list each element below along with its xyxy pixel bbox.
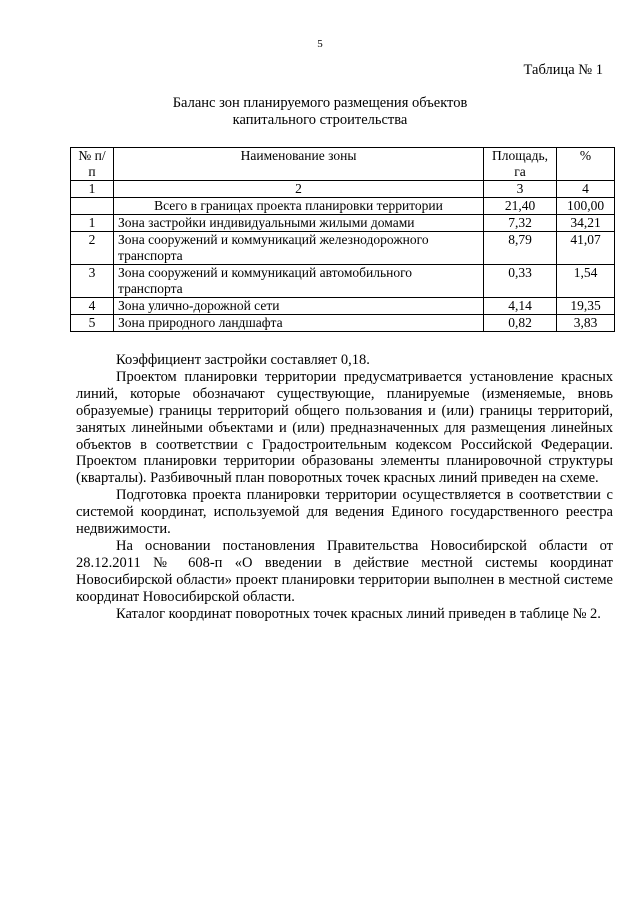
numbering-cell: 4 xyxy=(557,181,615,198)
row-num: 2 xyxy=(71,232,114,265)
row-pct: 3,83 xyxy=(557,315,615,332)
row-pct: 34,21 xyxy=(557,215,615,232)
table-title-line-1: Баланс зон планируемого размещения объектов xyxy=(172,95,468,111)
table-row xyxy=(71,198,615,215)
table-title-line-2: капитального строительства xyxy=(232,112,408,128)
table-header-row xyxy=(71,148,615,181)
table-title xyxy=(0,95,640,129)
row-area: 4,14 xyxy=(484,298,557,315)
row-name: Зона сооружений и коммуникаций железнодорожного транспорта xyxy=(114,232,484,265)
row-num: 3 xyxy=(71,265,114,298)
paragraph-catalog: Каталог координат поворотных точек красных линий приведен в таблице № 2. xyxy=(116,605,601,622)
row-area: 8,79 xyxy=(484,232,557,265)
row-name: Всего в границах проекта планировки территории xyxy=(114,198,484,215)
numbering-cell: 2 xyxy=(114,181,484,198)
row-area: 7,32 xyxy=(484,215,557,232)
page-number: 5 xyxy=(317,38,323,50)
table-row xyxy=(71,215,615,232)
table-row xyxy=(71,298,615,315)
header-num: № п/п xyxy=(71,148,114,181)
numbering-cell: 3 xyxy=(484,181,557,198)
table-row xyxy=(71,315,615,332)
row-pct: 41,07 xyxy=(557,232,615,265)
table-row xyxy=(71,265,615,298)
row-num: 5 xyxy=(71,315,114,332)
row-area: 0,33 xyxy=(484,265,557,298)
row-name: Зона застройки индивидуальными жилыми домами xyxy=(114,215,484,232)
row-pct: 19,35 xyxy=(557,298,615,315)
paragraph-coordinate-system: Подготовка проекта планировки территории осуществляется в соответствии с системой координат, используемой для ведения Единого государственного реестра недвижимости. xyxy=(76,487,613,538)
numbering-cell: 1 xyxy=(71,181,114,198)
header-pct: % xyxy=(557,148,615,181)
row-name: Зона природного ландшафта xyxy=(114,315,484,332)
header-area: Площадь, га xyxy=(484,148,557,181)
row-area: 0,82 xyxy=(484,315,557,332)
row-name: Зона сооружений и коммуникаций автомобильного транспорта xyxy=(114,265,484,298)
table-row xyxy=(71,232,615,265)
paragraph-resolution: На основании постановления Правительства Новосибирской области от 28.12.2011 № 608-п «О введении в действие местной системы координат Новосибирской области» проект планировки территории выполнен в местной системе координат Новосибирской области. xyxy=(76,537,613,605)
balance-table xyxy=(70,147,615,332)
row-pct: 1,54 xyxy=(557,265,615,298)
table-numbering-row xyxy=(71,181,615,198)
body-text xyxy=(76,352,613,623)
header-name: Наименование зоны xyxy=(114,148,484,181)
table-caption: Таблица № 1 xyxy=(523,62,603,78)
paragraph-coefficient: Коэффициент застройки составляет 0,18. xyxy=(116,352,370,368)
row-name: Зона улично-дорожной сети xyxy=(114,298,484,315)
row-pct: 100,00 xyxy=(557,198,615,215)
row-area: 21,40 xyxy=(484,198,557,215)
paragraph-red-lines: Проектом планировки территории предусматривается установление красных линий, которые обозначают существующие, планируемые (изменяемые, вновь образуемые) границы территорий общего пользования и (или) границы территорий, занятых линейными объектами и (или) предназначенных для размещения линейных объектов в соответствии с Градостроительным кодексом Российской Федерации. Проектом планировки территории образованы элементы планировочной структуры (кварталы). Разбивочный план поворотных точек красных линий приведен на схеме. xyxy=(76,368,613,487)
row-num: 1 xyxy=(71,215,114,232)
row-num: 4 xyxy=(71,298,114,315)
row-num xyxy=(71,198,114,215)
